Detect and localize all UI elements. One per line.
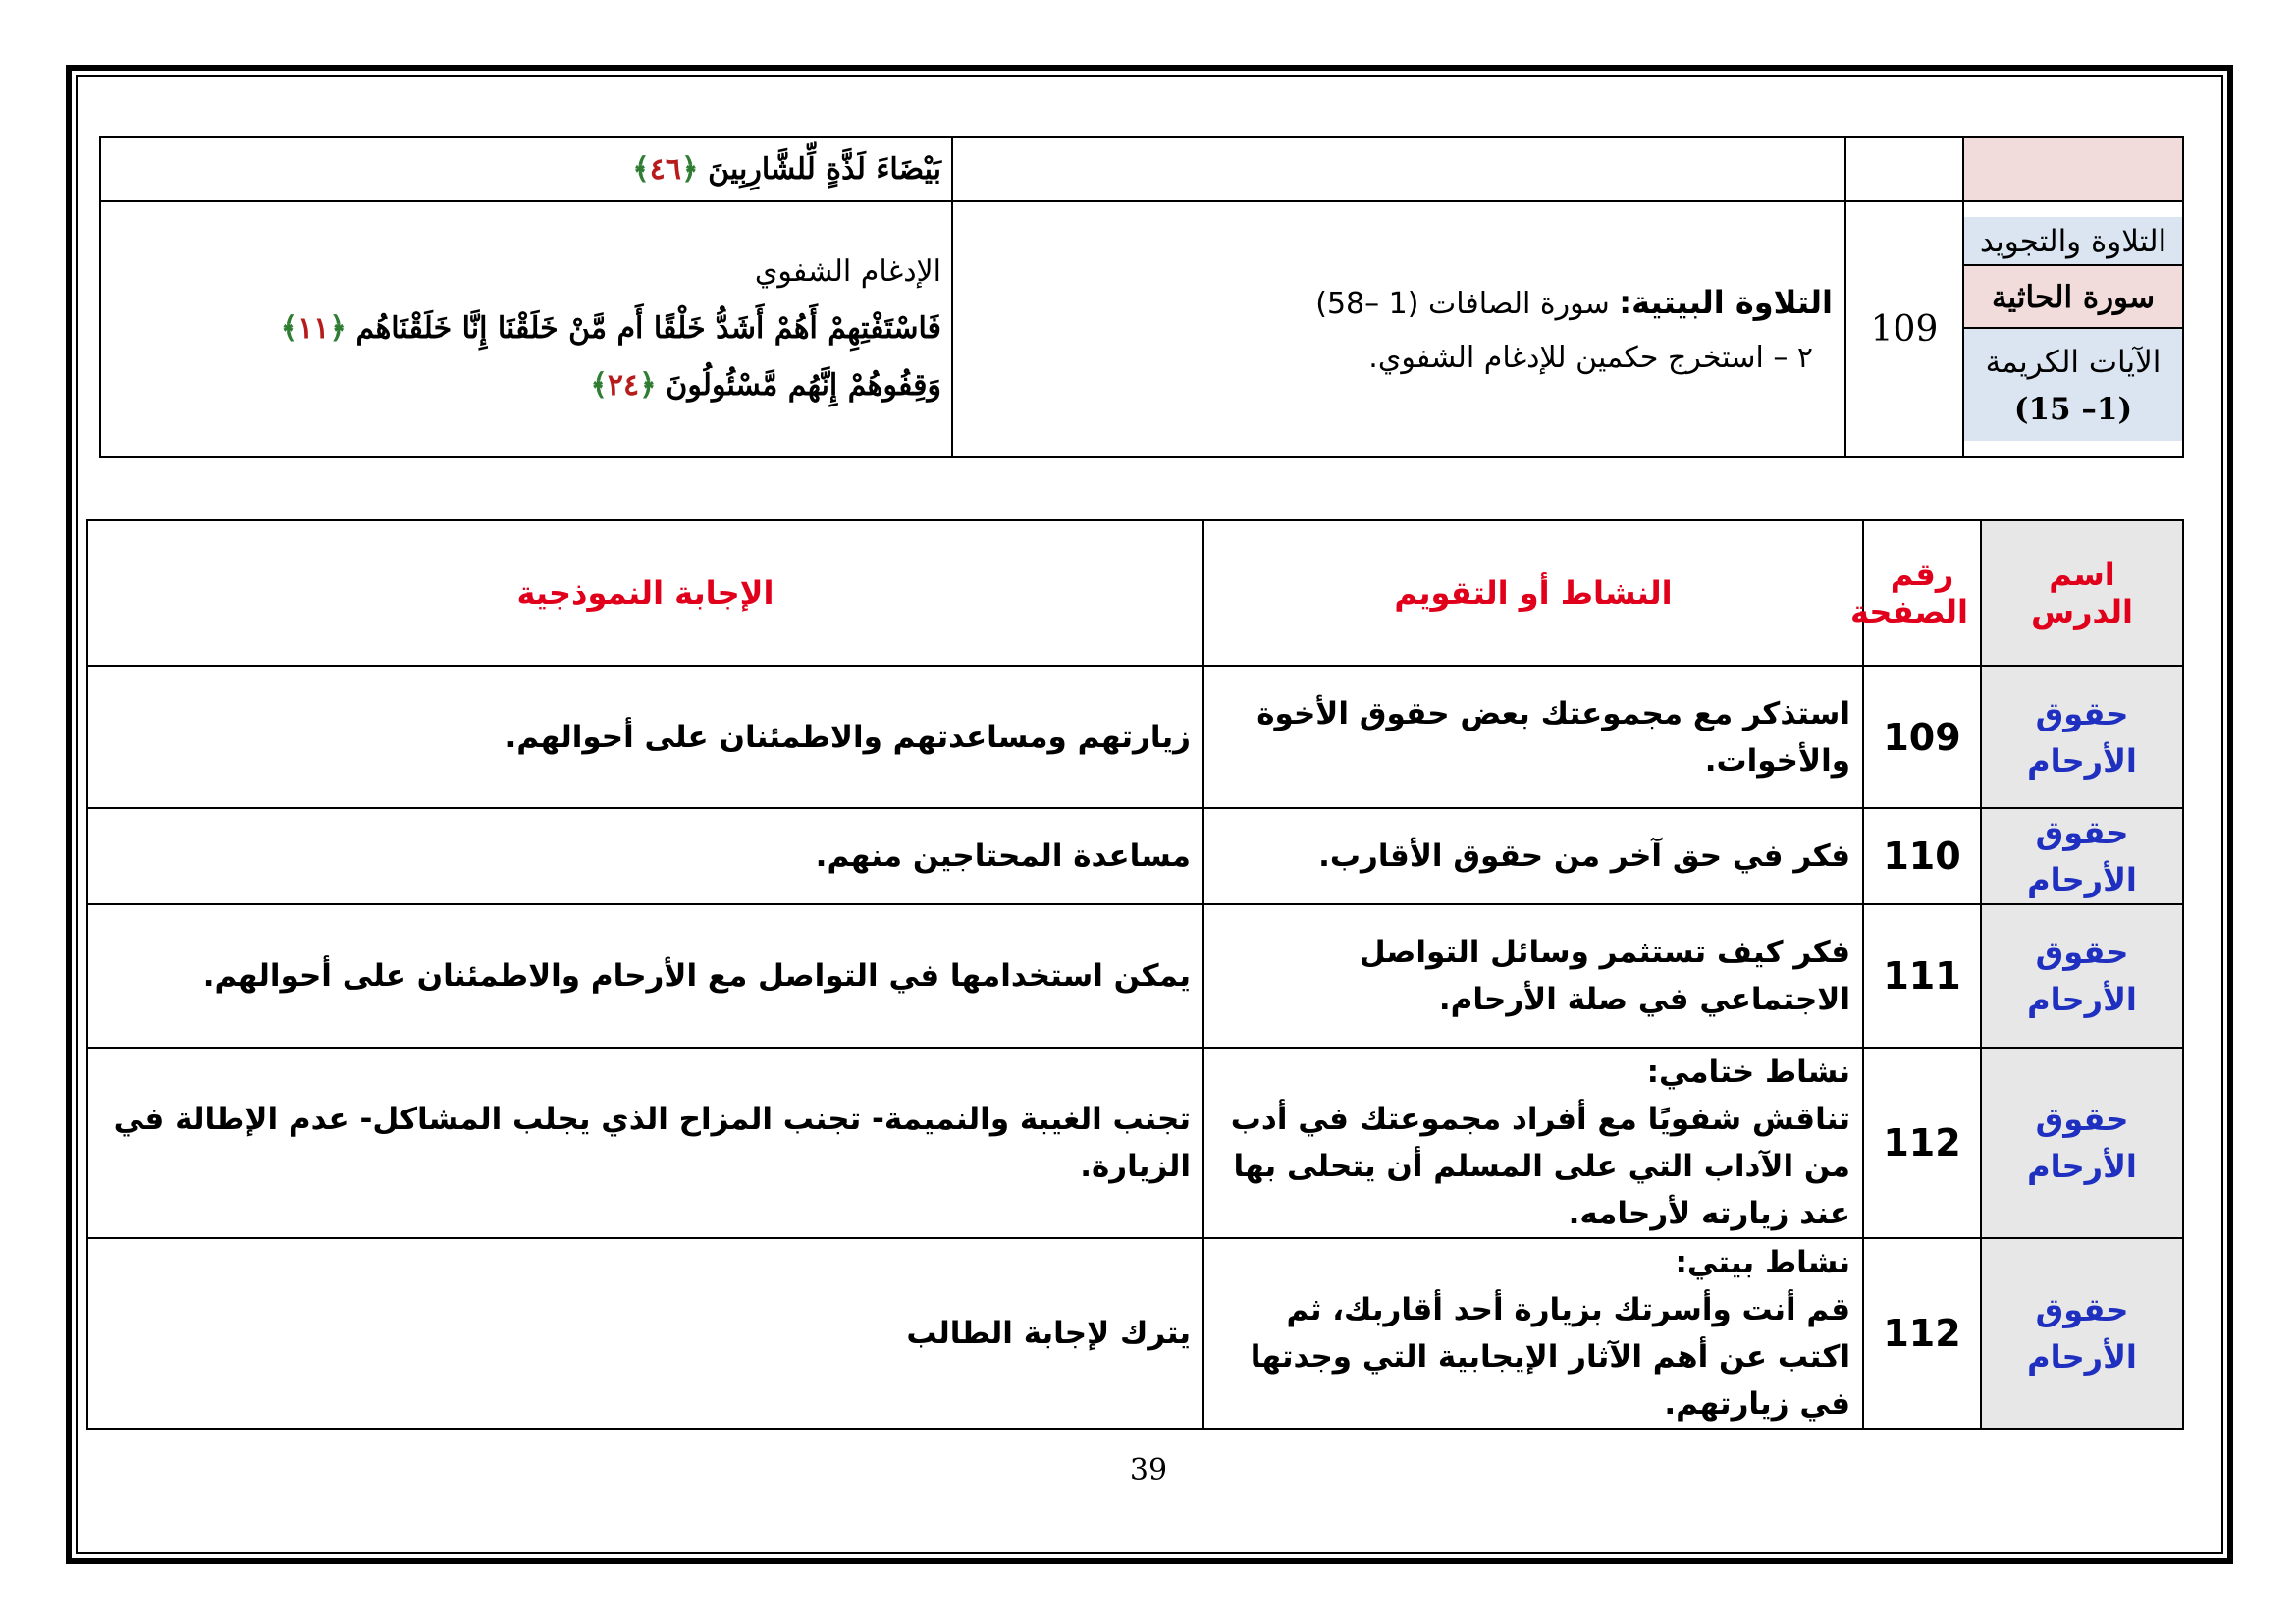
- activity-text: فكر كيف تستثمر وسائل التواصل الاجتماعي في صلة الأرحام.: [1203, 904, 1863, 1048]
- ayah-number: ١١: [297, 311, 330, 346]
- prev-verse: بَيْضَاءَ لَذَّةٍ لِّلشَّارِبِينَ: [708, 151, 941, 187]
- lesson-name: حقوق الأرحام: [1981, 904, 2183, 1048]
- ayah-marker: ﴿٤٦﴾: [632, 151, 699, 187]
- lesson-name: حقوق الأرحام: [1981, 1048, 2183, 1238]
- page-number-cell: 109: [1845, 201, 1963, 457]
- page-number: 111: [1863, 904, 1981, 1048]
- activities-table: [86, 519, 2184, 1430]
- verses-label: الآيات الكريمة: [1985, 345, 2162, 380]
- activity-cell-empty: [952, 137, 1845, 201]
- ayah-number: ٢٤: [607, 368, 640, 403]
- answer-verse: فَاسْتَفْتِهِمْ أَهُمْ أَشَدُّ خَلْقًا أَم مَّنْ خَلَقْنَا إِنَّا خَلَقْنَاهُم: [355, 311, 941, 346]
- page-number: 110: [1863, 808, 1981, 904]
- activity-heading: التلاوة البيتية:: [1619, 283, 1833, 321]
- answer-title: الإدغام الشفوي: [754, 254, 941, 289]
- lesson-name: حقوق الأرحام: [1981, 808, 2183, 904]
- activity-text: فكر في حق آخر من حقوق الأقارب.: [1203, 808, 1863, 904]
- activity-cell: [952, 201, 1845, 457]
- table-row: [87, 1238, 2183, 1429]
- model-answer: يمكن استخدامها في التواصل مع الأرحام والاطمئنان على أحوالهم.: [87, 904, 1203, 1048]
- lesson-name: حقوق الأرحام: [1981, 1238, 2183, 1429]
- header-model-answer: الإجابة النموذجية: [87, 520, 1203, 666]
- activity-cell: [1203, 1238, 1863, 1429]
- model-answer: زيارتهم ومساعدتهم والاطمئنان على أحوالهم.: [87, 666, 1203, 808]
- table-row: [87, 808, 2183, 904]
- table-row: [87, 1048, 2183, 1238]
- page-cell-empty: [1845, 137, 1963, 201]
- header-lesson-name: اسم الدرس: [1981, 520, 2183, 666]
- table-row: [87, 904, 2183, 1048]
- table-row: [100, 137, 2183, 201]
- activity-text: تناقش شفويًا مع أفراد مجموعتك في أدب من الآداب التي على المسلم أن يتحلى بها عند زيارته لأرحامه.: [1230, 1102, 1850, 1231]
- activity-line: ٢ – استخرج حكمين للإدغام الشفوي.: [1368, 340, 1813, 375]
- verses-range: (1– 15): [2013, 392, 2133, 427]
- activity-title: نشاط ختامي:: [1646, 1055, 1850, 1090]
- page-number: 112: [1863, 1048, 1981, 1238]
- model-answer: تجنب الغيبة والنميمة- تجنب المزاح الذي يجلب المشاكل- عدم الإطالة في الزيارة.: [87, 1048, 1203, 1238]
- verses-cell: [1964, 329, 2182, 441]
- prev-verse-cell: [100, 137, 952, 201]
- ayah-number: ٤٦: [649, 151, 681, 187]
- activity-text: استذكر مع مجموعتك بعض حقوق الأخوة والأخوات.: [1203, 666, 1863, 808]
- model-answer: يترك لإجابة الطالب: [87, 1238, 1203, 1429]
- activity-text: قم أنت وأسرتك بزيارة أحد أقاربك، ثم اكتب عن أهم الآثار الإيجابية التي وجدتها في زيارتهم.: [1250, 1292, 1850, 1422]
- header-page-number: رقم الصفحة: [1863, 520, 1981, 666]
- header-row: [87, 520, 2183, 666]
- ayah-marker: ﴿٢٤﴾: [590, 368, 657, 403]
- activity-cell: [1203, 1048, 1863, 1238]
- model-answer: مساعدة المحتاجين منهم.: [87, 808, 1203, 904]
- answer-verse: وَقِفُوهُمْ إِنَّهُم مَّسْئُولُونَ: [666, 368, 941, 403]
- table-row: [87, 666, 2183, 808]
- header-activity: النشاط أو التقويم: [1203, 520, 1863, 666]
- table-row: [100, 201, 2183, 457]
- lesson-cell-empty: [1963, 137, 2183, 201]
- activity-heading-rest: سورة الصافات (1 –58): [1315, 286, 1610, 321]
- lesson-category: التلاوة والتجويد: [1964, 217, 2182, 266]
- lesson-name: حقوق الأرحام: [1981, 666, 2183, 808]
- surah-name: سورة الحاثية: [1964, 266, 2182, 329]
- answer-cell: [100, 201, 952, 457]
- page-number: 112: [1863, 1238, 1981, 1429]
- activity-title: نشاط بيتي:: [1675, 1245, 1850, 1280]
- recitation-table: [99, 136, 2184, 458]
- page-footer-number: 39: [1129, 1453, 1168, 1488]
- ayah-marker: ﴿١١﴾: [280, 311, 347, 346]
- lesson-cell: [1963, 201, 2183, 457]
- page-number: 109: [1863, 666, 1981, 808]
